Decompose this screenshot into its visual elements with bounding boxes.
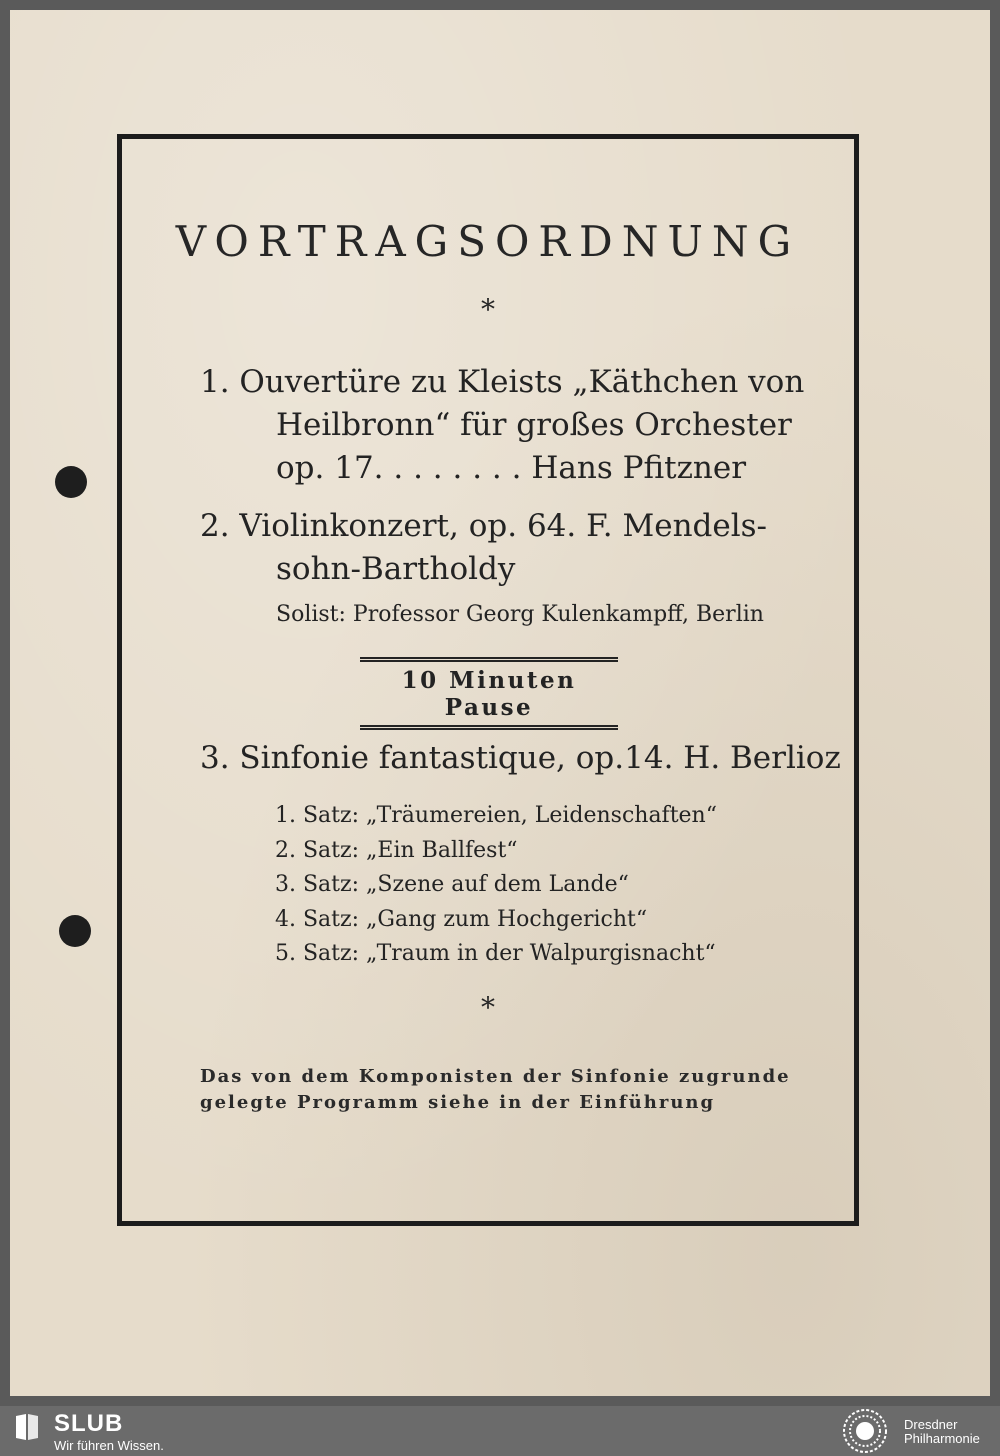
program-item-1 [200,361,805,490]
item-2-soloist: Solist: Professor Georg Kulenkampff, Berlin [276,602,764,627]
philharmonie-name-line-2: Philharmonie [904,1431,980,1446]
item-1-line-2: Heilbronn“ für großes Orchester [276,407,792,443]
movement-list [275,799,717,972]
separator-star-top: * [481,293,495,326]
philharmonie-name-line-1: Dresdner [904,1417,958,1432]
philharmonie-logo-icon[interactable] [842,1408,888,1454]
item-1-line-3 [200,447,776,490]
slub-logo-text[interactable]: SLUB [54,1410,124,1437]
philharmonie-name [904,1418,980,1446]
movement-item: 2. Satz: „Ein Ballfest“ [275,837,518,863]
movement-item: 1. Satz: „Träumereien, Leidenschaften“ [275,803,717,828]
program-frame [117,134,859,1226]
punch-hole-bottom [59,915,91,947]
item-1-line-1: 1. Ouvertüre zu Kleists „Käthchen von [200,364,805,400]
item-3-line-1: 3. Sinfonie fantastique, op.14. H. Berlioz [200,740,841,776]
program-note [200,1064,791,1116]
note-line-1: Das von dem Komponisten der Sinfonie zugrunde [200,1066,791,1087]
item-2-line-2: sohn-Bartholdy [276,551,516,587]
note-line-2: gelegte Programm siehe in der Einführung [200,1092,716,1113]
item-2-line-1: 2. Violinkonzert, op. 64. F. Mendels- [200,508,768,544]
footer-bar [0,1406,1000,1456]
pause-label: 10 Minuten Pause [401,667,577,721]
item-1-dots: . . . . . . . [393,450,522,486]
program-title: VORTRAGSORDNUNG [175,217,801,266]
item-1-composer: Hans Pfitzner [531,450,747,486]
pause-box [360,657,618,730]
movement-item: 5. Satz: „Traum in der Walpurgisnacht“ [275,941,716,966]
punch-hole-top [55,466,87,498]
program-page [10,10,990,1396]
movement-item: 3. Satz: „Szene auf dem Lande“ [275,872,629,897]
slub-book-icon [14,1412,40,1442]
movement-item: 4. Satz: „Gang zum Hochgericht“ [275,906,648,932]
program-item-2 [200,505,776,636]
program-item-3 [200,737,841,780]
item-1-opus: op. 17. [276,450,384,486]
separator-star-bottom: * [481,991,495,1024]
slub-tagline: Wir führen Wissen. [54,1438,164,1453]
